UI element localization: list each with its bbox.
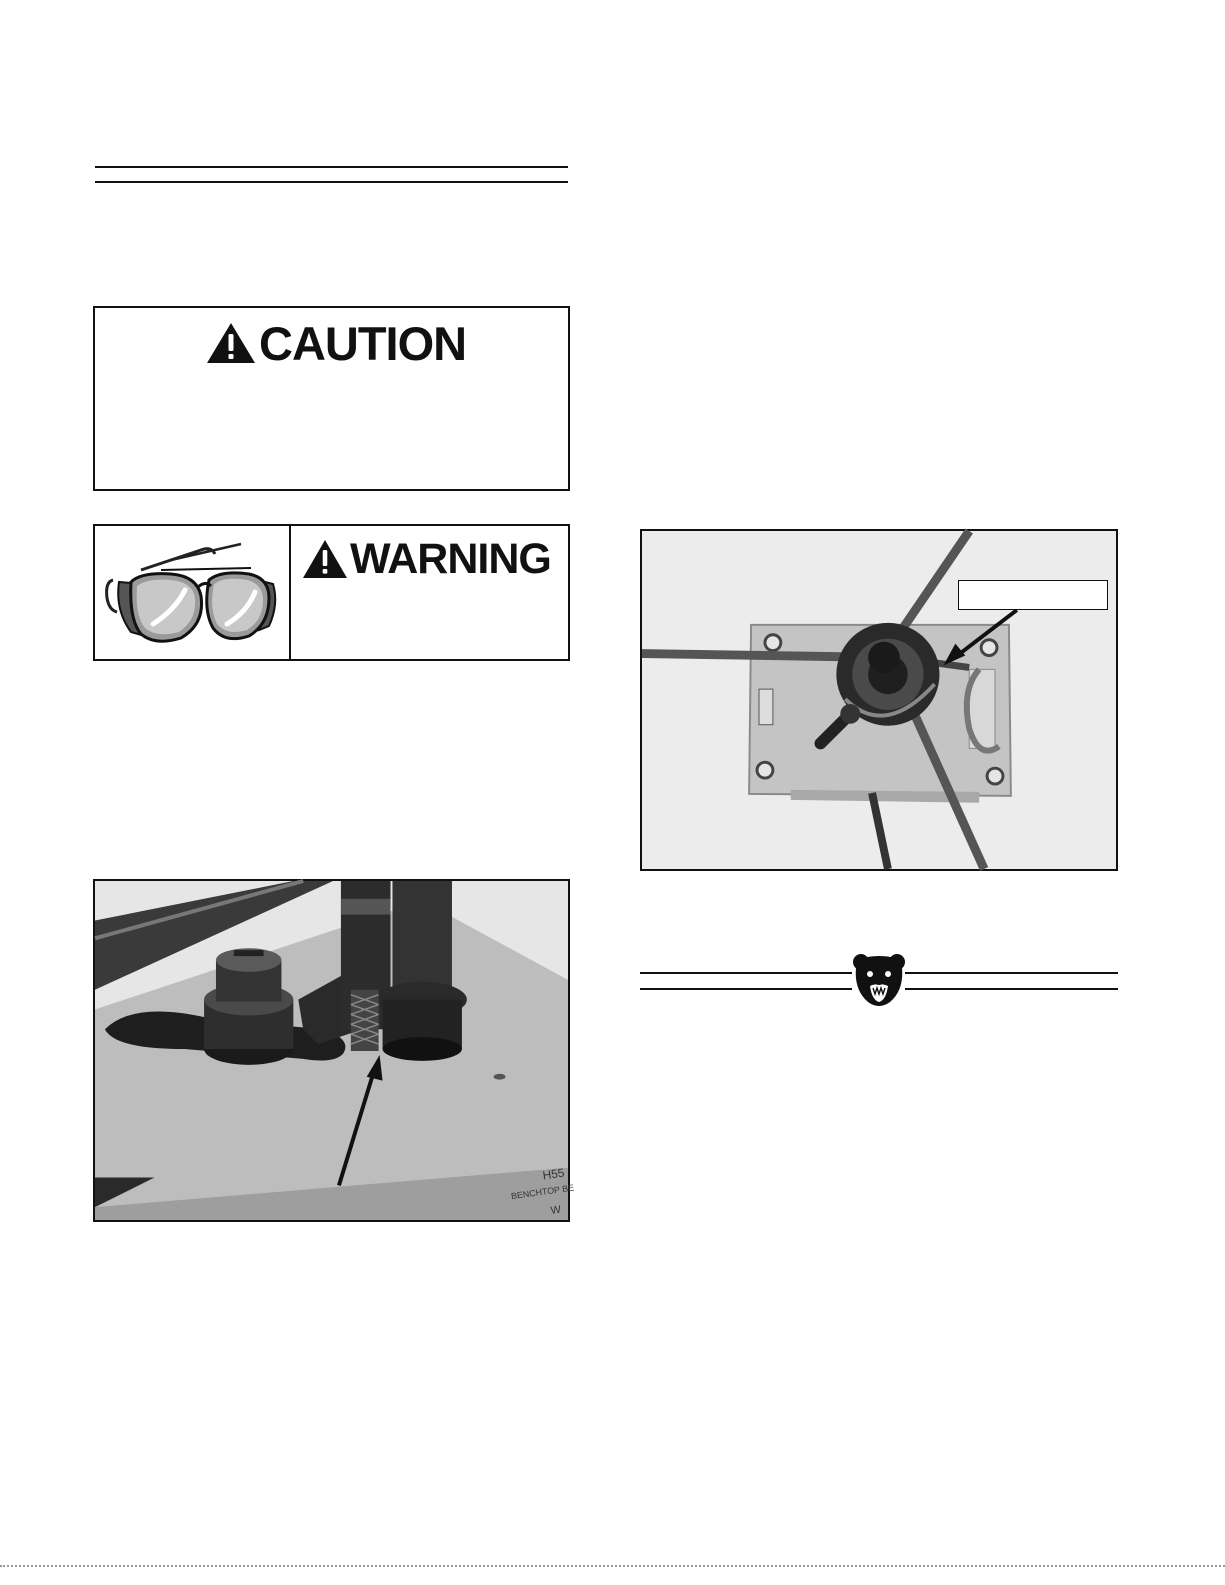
caution-box [93, 306, 570, 491]
bear-rule-top-left [640, 972, 852, 974]
warning-header [301, 536, 551, 582]
bear-rule-bottom-left [640, 988, 852, 990]
warning-box [93, 524, 570, 661]
warning-divider [289, 526, 291, 659]
section-rule-bottom [95, 181, 568, 183]
plate-label-line: BENCHTOP BE [510, 1182, 575, 1202]
callout-label-box [958, 580, 1108, 610]
bender-top-view-photo [640, 529, 1118, 871]
warning-triangle-icon [301, 538, 349, 580]
bender-die-photo [93, 879, 575, 1222]
plate-label-w: W [549, 1203, 562, 1218]
warning-triangle-icon [205, 321, 257, 365]
plate-label-model: H55 [541, 1165, 566, 1183]
warning-title: WARNING [350, 534, 551, 583]
safety-glasses-icon [101, 540, 283, 650]
caution-header [205, 318, 466, 368]
bear-rule-bottom-right [905, 988, 1118, 990]
caution-title: CAUTION [259, 316, 467, 370]
page-bottom-rule [0, 1565, 1225, 1567]
section-rule-top [95, 166, 568, 168]
bear-rule-top-right [905, 972, 1118, 974]
bear-head-logo [852, 952, 906, 1010]
